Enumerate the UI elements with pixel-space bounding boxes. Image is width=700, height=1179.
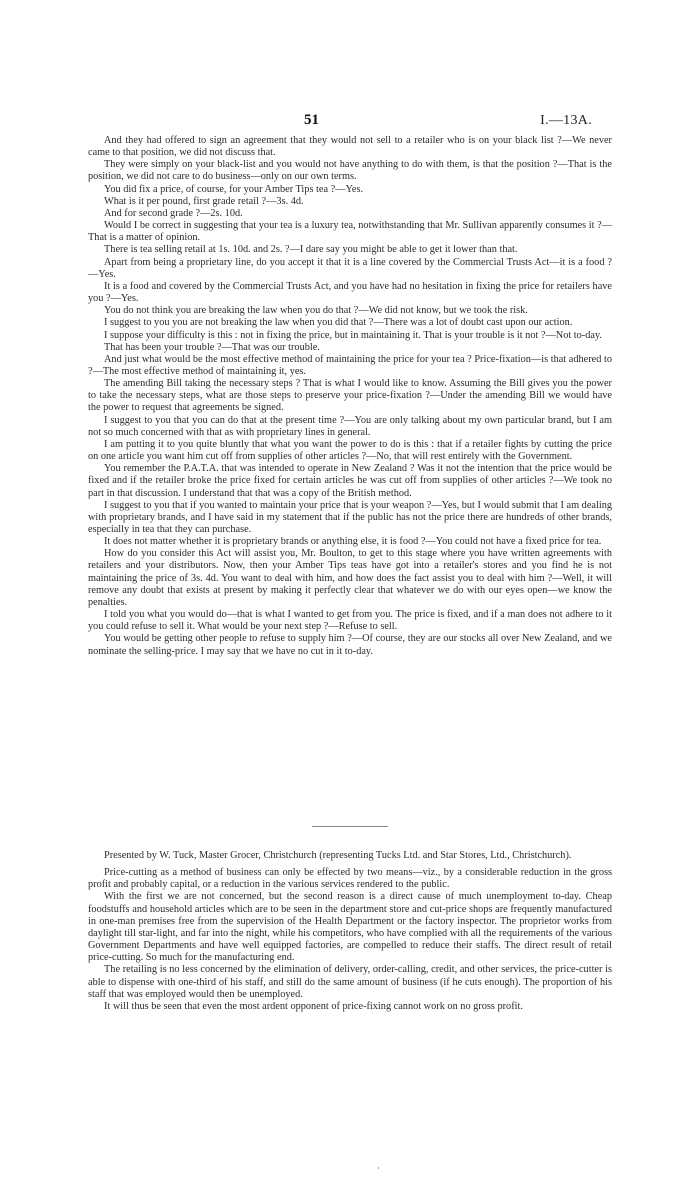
section-divider [312,826,388,827]
statement-paragraph: With the first we are not concerned, but the second reason is a direct cause of much unemployment to-day. Cheap foodstuffs and household articles which are to be seen in the department store and cut-price shops are frequently manufactured in one-man premises free from the supervision of the Health Department or the factory inspector. The proprietor works from daylight till star-light, and far into the night, while his competitors, who have complied with all the requirements of the various Government Departments and have well equipped factories, are compelled to reduce their staffs. The direct result of retail price-cutting. So much for the manufacturing end. [88,891,612,964]
page-number: 51 [304,112,319,128]
page-header [0,112,700,132]
evidence-paragraph: How do you consider this Act will assist you, Mr. Boulton, to get to this stage where you have written agreements with retailers and your distributors. Now, then your Amber Tips teas have got into a retailer's stores and you find he is not maintaining the price of 3s. 4d. You want to deal with him, and how does the fact assist you to deal with him ?—Well, it will remove any doubt that exists at present by making it perfectly clear that whatever we do with our eyes open—we know the penalties. [88,548,612,608]
evidence-paragraph: You did fix a price, of course, for your Amber Tips tea ?—Yes. [104,183,364,195]
evidence-paragraph: It is a food and covered by the Commercial Trusts Act, and you have had no hesitation in fixing the price for retailers have you ?—Yes. [88,280,612,305]
evidence-paragraph: It does not matter whether it is proprietary brands or anything else, it is food ?—You could not have a fixed price for tea. [104,536,602,548]
evidence-paragraph: And for second grade ?—2s. 10d. [104,207,243,219]
evidence-paragraph: The amending Bill taking the necessary steps ? That is what I would like to know. Assuming the Bill gives you the power to take the necessary steps, what are those steps to preserve your price-fixation ?—Under the amending Bill we would have the power to request that agreements be signed. [88,378,612,414]
evidence-transcript [88,135,612,658]
statement-paragraph: It will thus be seen that even the most ardent opponent of price-fixing cannot work on no gross profit. [104,1000,523,1012]
evidence-paragraph: You would be getting other people to refuse to supply him ?—Of course, they are our stocks all over New Zealand, and we nominate the selling-price. I may say that we have no cut in it to-day. [88,633,612,657]
evidence-paragraph: I am putting it to you quite bluntly that what you want the power to do is this : that if a retailer fights by cutting the price on one article you want him cut off from supplies of other articles ?—No, that will rest entirely with the Government. [88,438,612,463]
evidence-paragraph: That has been your trouble ?—That was our trouble. [104,341,320,353]
evidence-paragraph: You remember the P.A.T.A. that was intended to operate in New Zealand ? Was it not the intention that the price would be fixed and if the retailer broke the price fixed for certain articles he was cut off from supplies of other articles ?—We took no part in that discussion. I understand that that was a copy of the British method. [88,463,612,499]
tuck-statement [88,850,612,1013]
evidence-paragraph: There is tea selling retail at 1s. 10d. and 2s. ?—I dare say you might be able to get it lower than that. [104,244,518,256]
evidence-paragraph: I suggest to you that you can do that at the present time ?—You are only talking about my own particular brand, but I am not so much concerned with that as with proprietary lines in general. [88,414,612,438]
evidence-paragraph: I suppose your difficulty is this : not in fixing the price, but in maintaining it. That is your trouble is it not ?—Not to-day. [104,329,603,341]
evidence-paragraph: I told you what you would do—that is what I wanted to get from you. The price is fixed, and if a man does not adhere to it you could refuse to sell it. What would be your next step ?—Refuse to sell. [88,609,612,633]
statement-intro: Presented by W. Tuck, Master Grocer, Christchurch (representing Tucks Ltd. and Star Stores, Ltd., Christchurch). [104,850,572,861]
page-mark [378,1167,379,1169]
statement-paragraph: Price-cutting as a method of business can only be effected by two means—viz., by a considerable reduction in the gross profit and probably capital, or a reduction in the various services rendered to the public. [88,867,612,891]
evidence-paragraph: And they had offered to sign an agreement that they would not sell to a retailer who is on your black list ?—We never came to that position, we did not discuss that. [88,135,612,159]
evidence-paragraph: Would I be correct in suggesting that your tea is a luxury tea, notwithstanding that Mr. Sullivan apparently consumes it ?—That is a matter of opinion. [88,220,612,244]
evidence-paragraph: And just what would be the most effective method of maintaining the price for your tea ? Price-fixation—is that adhered to ?—The most effective method of maintaining it, yes. [88,353,612,377]
document-reference: I.—13A. [540,113,592,128]
statement-paragraph: The retailing is no less concerned by the elimination of delivery, order-calling, credit, and other services, the price-cutter is able to dispense with one-third of his staff, and still do the same amount of business (if he cuts enough). The proportion of his staff that was employed would then be unemployed. [88,964,612,1000]
evidence-paragraph: What is it per pound, first grade retail ?—3s. 4d. [104,195,304,207]
evidence-paragraph: You do not think you are breaking the law when you do that ?—We did not know, but we took the risk. [104,305,528,317]
evidence-paragraph: They were simply on your black-list and you would not have anything to do with them, is that the position ?—That is the position, we did not care to do business—only on our own terms. [88,159,612,183]
evidence-paragraph: Apart from being a proprietary line, do you accept it that it is a line covered by the Commercial Trusts Act—it is a food ?—Yes. [88,256,612,280]
evidence-paragraph: I suggest to you that if you wanted to maintain your price that is your weapon ?—Yes, but I would submit that I am dealing with proprietary brands, and I have said in my statement that if the public has not the price there are hundreds of other brands, especially in tea that they can purchase. [88,499,612,535]
evidence-paragraph: I suggest to you you are not breaking the law when you did that ?—There was a lot of doubt cast upon our action. [104,317,573,329]
